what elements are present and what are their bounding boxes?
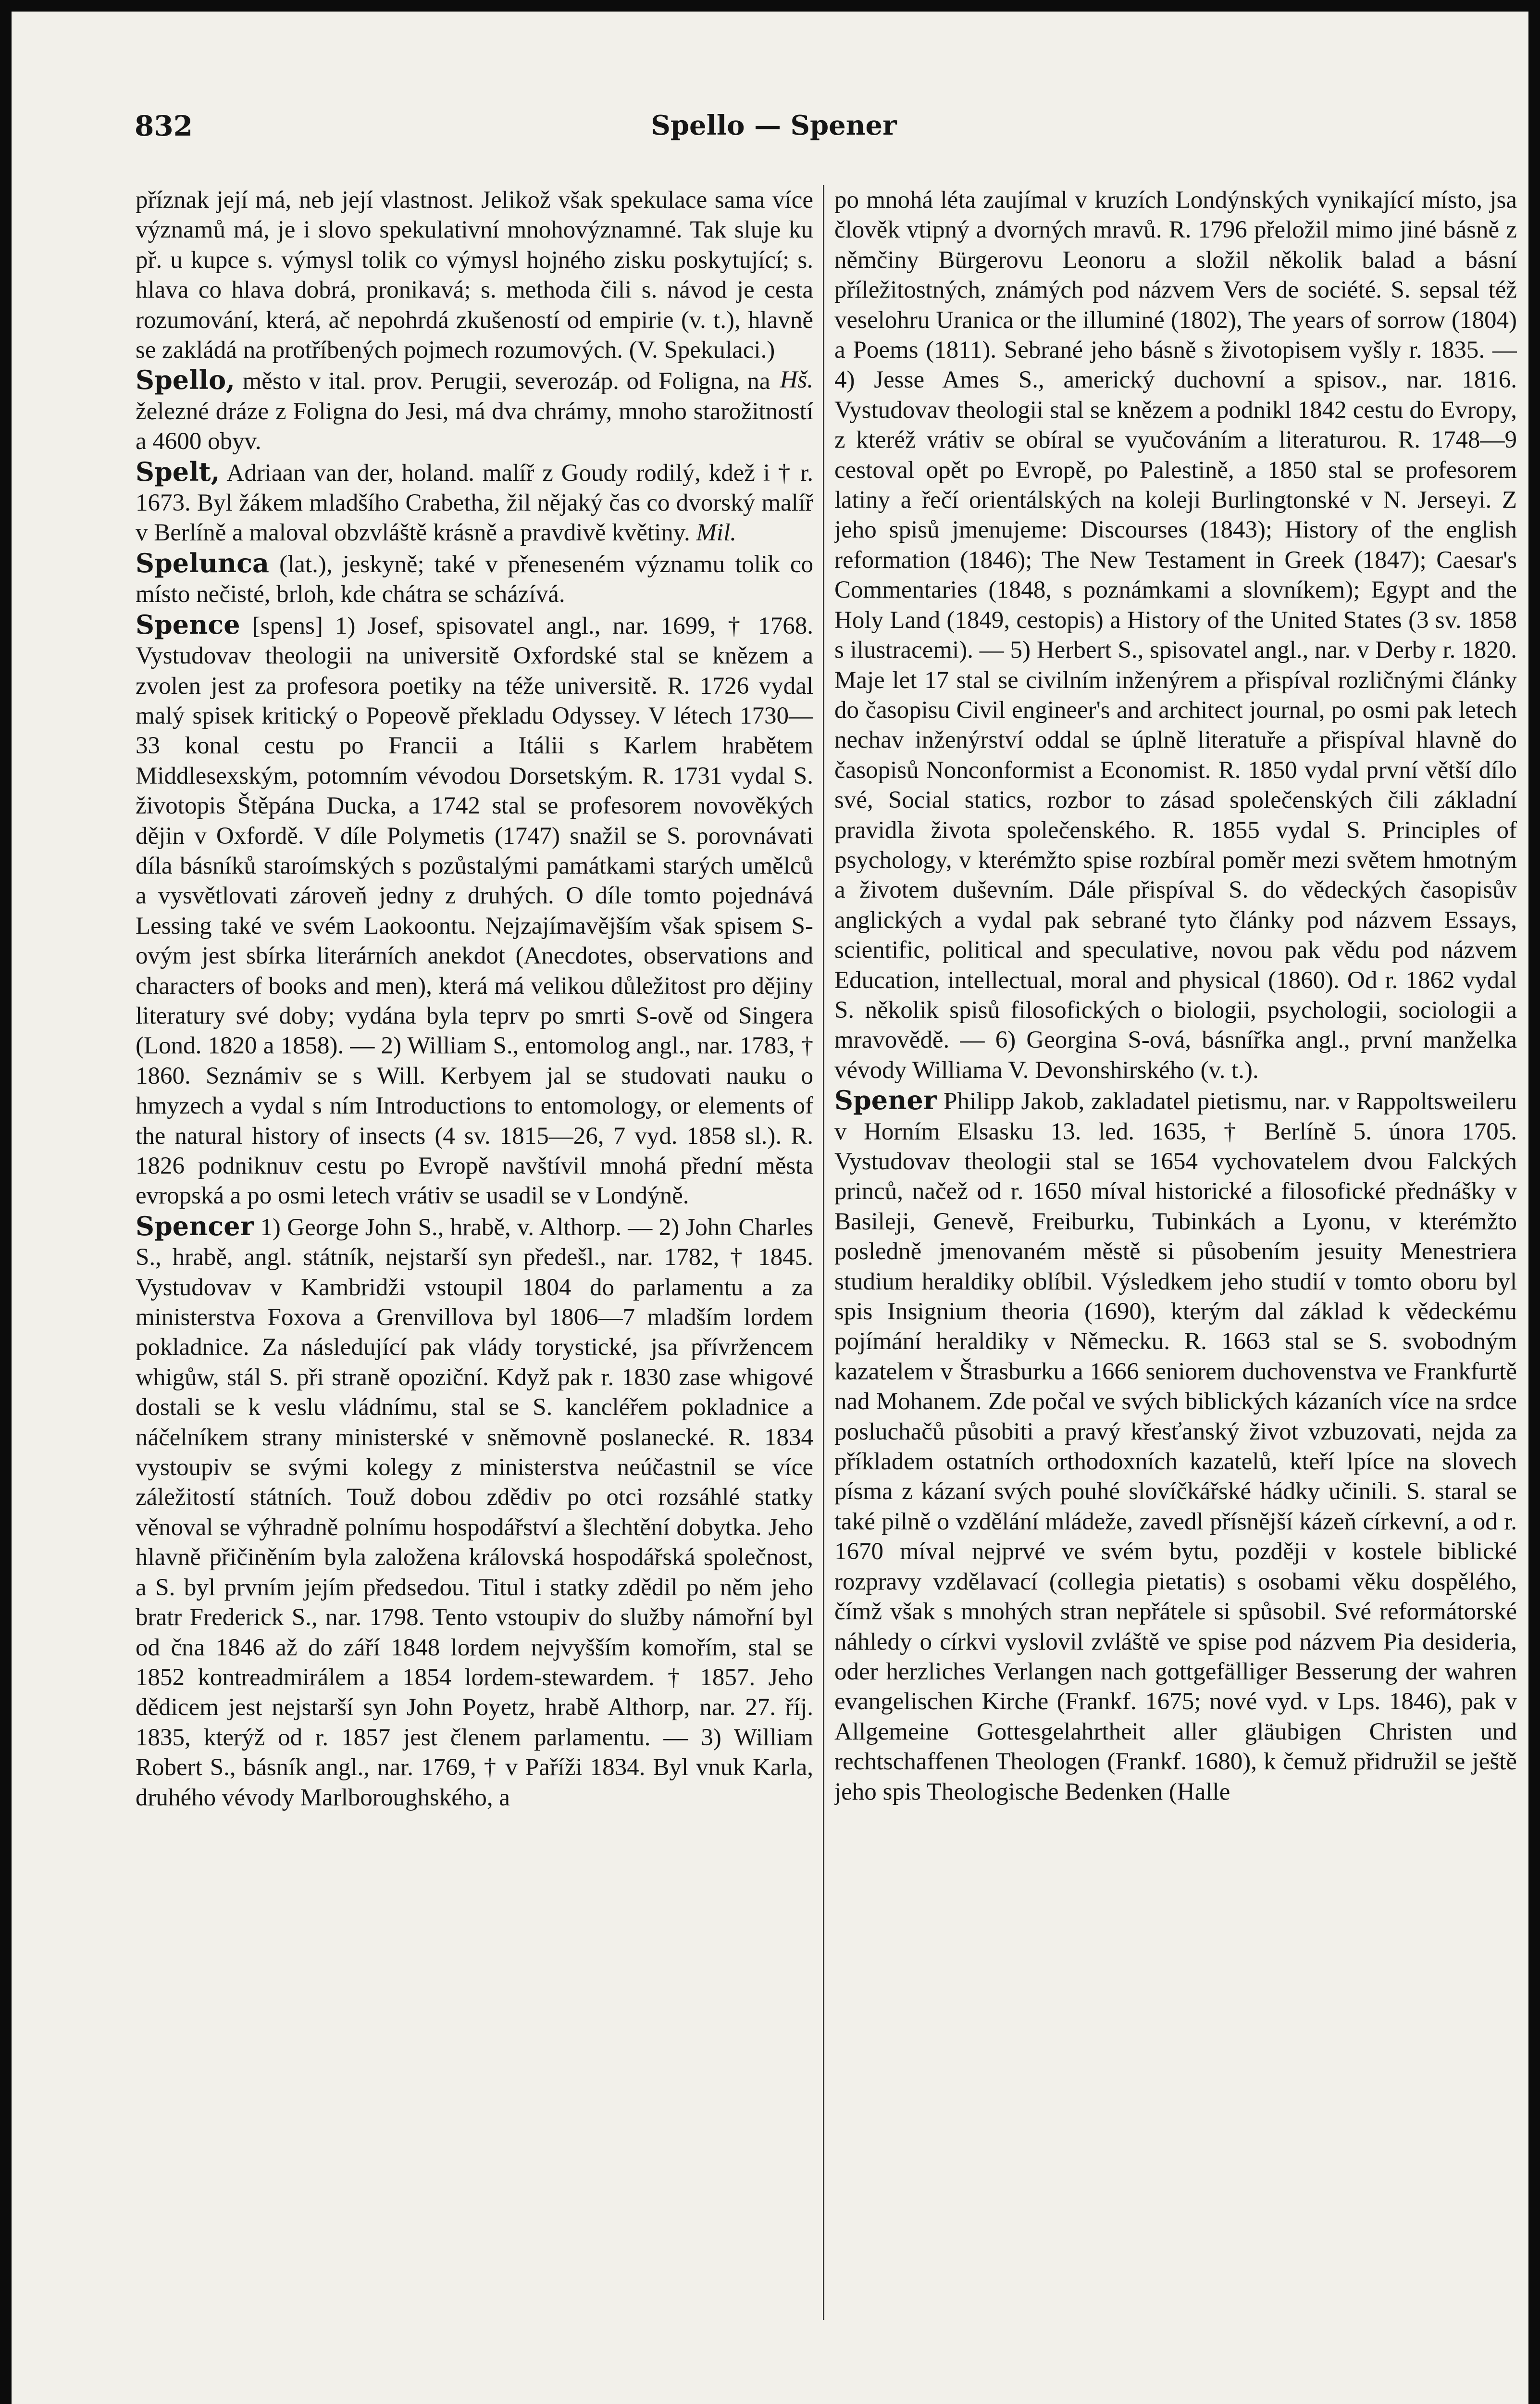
entry-spener	[834, 1085, 1517, 1807]
entry-spelunca	[136, 548, 813, 610]
entry-text: město v ital. prov. Perugii, severozáp. od Foligna, na železné dráze z Foligna do Jesi, má dva chrámy, mnoho starožitností a 4600 obyv.	[136, 368, 813, 455]
entry-text: 1) George John S., hrabě, v. Althorp. — 2) John Charles S., hrabě, angl. státník, nejstarší syn předešl., nar. 1782, † 1845. Vystudovav v Kambridži vstoupil 1804 do parlamentu a za ministerstva Foxova a Grenvillova byl 1806—7 mladším lordem pokladnice. Za následující pak vlády torystické, jsa přívržencem whigůw, stál S. při straně opoziční. Když pak r. 1830 zase whigové dostali se k veslu vládnímu, stal se S. kancléřem pokladnice a náčelníkem strany ministerské v sněmovně poslanecké. R. 1834 vystoupiv se svými kolegy z ministerstva neúčastnil se více záležitostí státních. Touž dobou zdědiv po otci rozsáhlé statky věnoval se výhradně polnímu hospodářství a šlechtění dobytka. Jeho hlavně přičiněním byla založena královská hospodářská společnost, a S. byl prvním jejím předsedou. Titul i statky zdědil po něm jeho bratr Frederick S., nar. 1798. Tento vstoupiv do služby námořní byl od čna 1846 až do září 1848 lordem nejvyšším komořím, stal se 1852 kontreadmirálem a 1854 lordem-stewardem. † 1857. Jeho dědicem jest nejstarší syn John Poyetz, hrabě Althorp, nar. 27. říj. 1835, kterýž od r. 1857 jest členem parlamentu. — 3) William Robert S., básník angl., nar. 1769, † v Paříži 1834. Byl vnuk Karla, druhého vévody Marlboroughského, a	[136, 1214, 813, 1811]
headword: Spencer	[136, 1210, 254, 1241]
left-column	[136, 185, 813, 2320]
entry-spence	[136, 610, 813, 1211]
entry-text: (lat.), jeskyně; také v přeneseném významu tolik co místo nečisté, brloh, kde chátra se scházívá.	[136, 551, 813, 608]
entry-spencer	[136, 1211, 813, 1813]
entry-text: příznak její má, neb její vlastnost. Jelikož však spekulace sama více významů má, je i slovo spekulativní mnohovýznamné. Tak sluje ku př. u kupce s. výmysl tolik co výmysl hojného zisku poskytující; s. hlava co hlava dobrá, pronikavá; s. methoda čili s. návod je cesta rozumování, která, ač nepohrdá zkušeností od empirie (v. t.), hlavně se zakládá na protříbených pojmech rozumových. (V. Spekulaci.)	[136, 187, 813, 364]
headword: Spelt,	[136, 456, 220, 487]
headword: Spence	[136, 609, 240, 640]
entry-spencer-continued	[834, 185, 1517, 1085]
headword: Spener	[834, 1085, 937, 1116]
running-head: Spello — Spener	[651, 110, 897, 141]
headword: Spello,	[136, 364, 235, 396]
entry-text: Adriaan van der, holand. malíř z Goudy rodilý, kdež i † r. 1673. Byl žákem mladšího Crabetha, žil nějaký čas co dvorský malíř v Berlíně a maloval obzvláště krásně a pravdivě květiny.	[136, 459, 813, 547]
column-divider	[823, 185, 824, 2320]
entry-text: [spens] 1) Josef, spisovatel angl., nar. 1699, † 1768. Vystudovav theologii na universitě Oxfordské stal se knězem a zvolen jest za profesora poetiky na téže universitě. R. 1726 vydal malý spisek kritický o Popeově překladu Odyssey. V létech 1730—33 konal cestu po Francii a Itálii s Karlem hrabětem Middlesexským, potomním vévodou Dorsetským. R. 1731 vydal S. životopis Štěpána Ducka, a 1742 stal se profesorem novověkých dějin v Oxfordě. V díle Polymetis (1747) snažil se S. porovnávati díla básníků staroímských s pozůstalými památkami starých umělců a vysvětlovati zároveň jedny z druhých. O díle tomto pojednává Lessing také ve svém Laokoontu. Nejzajímavějším však spisem S-ovým jest sbírka literárních anekdot (Anecdotes, observations and characters of books and men), která má velikou důležitost pro dějiny literatury své doby; vydána byla teprv po smrti S-ově od Singera (Lond. 1820 a 1858). — 2) William S., entomolog angl., nar. 1783, † 1860. Seznámiv se s Will. Kerbyem jal se studovati nauku o hmyzech a vydal s ním Introductions to entomology, or elements of the natural history of insects (4 sv. 1815—26, 7 vyd. 1858 sl.). R. 1826 podniknuv cestu po Evropě navštívil mnohá přední města evropská a po osmi letech vrátiv se usadil se v Londýně.	[136, 612, 813, 1210]
headword: Spelunca	[136, 547, 270, 578]
entry-text: Philipp Jakob, zakladatel pietismu, nar. v Rappoltsweileru v Horním Elsasku 13. led. 1635, † Berlíně 5. února 1705. Vystudovav theologii stal se 1654 vychovatelem dvou Falckých princů, načež od r. 1650 míval historické a filosofické přednášky v Basileji, Genevě, Freiburku, Tubinkách a Lyonu, v kterémžto posledně jmenovaném městě si působením jesuity Menestriera studium heraldiky oblíbil. Výsledkem jeho studií v tomto oboru byl spis Insignium theoria (1690), kterým dal základ k vědeckému pojímání heraldiky v Německu. R. 1663 stal se S. svobodným kazatelem v Štrasburku a 1666 seniorem duchovenstva ve Frankfurtě nad Mohanem. Zde počal ve svých biblických kázaních více na srdce posluchačů působiti a pravý křesťanský život vzbuzovati, nejda za příkladem ostatních orthodoxních kazatelů, kteří lpíce na slovech písma z kázaní svých pouhé slovíčkářské hádky učinili. S. staral se také pilně o vzdělání mládeže, zavedl přísnější kázeň církevní, a od r. 1670 míval nejprvé ve svém bytu, později v kostele biblické rozpravy vzdělavací (collegia pietatis) s osobami věku dospělého, čímž však s mnohých stran nepřátele si spůsobil. Své reformátorské náhledy o církvi vyslovil zvláště ve spise pod názvem Pia desideria, oder herzliches Verlangen nach gottgefälliger Besserung der wahren evangelischen Kirche (Frankf. 1675; nové vyd. v Lps. 1846), pak v Allgemeine Gottesgelahrtheit aller gläubigen Christen und rechtschaffenen Theologen (Frankf. 1680), k čemuž přidružil se ještě jeho spis Theologische Bedenken (Halle	[834, 1088, 1517, 1805]
right-column	[834, 185, 1517, 2320]
entry-spello	[136, 365, 813, 456]
page-header	[135, 110, 1413, 148]
entry-text: po mnohá léta zaujímal v kruzích Londýnských vynikající místo, jsa člověk vtipný a dvorných mravů. R. 1796 přeložil mimo jiné básně z němčiny Bürgerovu Leonoru a složil několik balad a básní příležitostných, známých pod názvem Vers de société. S. sepsal též veselohru Uranica or the illuminé (1802), The years of sorrow (1804) a Poems (1811). Sebrané jeho básně s životopisem vyšly r. 1835. — 4) Jesse Ames S., americký duchovní a spisov., nar. 1816. Vystudovav theologii stal se knězem a podnikl 1842 cestu do Evropy, z kteréž vrátiv se obíral se vyučováním a literaturou. R. 1748—9 cestoval opět po Evropě, po Palestině, a 1850 stal se profesorem latiny a řečí orientálských na koleji Burlingtonské v N. Jerseyi. Z jeho spisů jmenujeme: Discourses (1843); History of the english reformation (1846); The New Testament in Greek (1847); Caesar's Commentaries (1848, s poznámkami a slovníkem); Egypt and the Holy Land (1849, cestopis) a History of the United States (3 sv. 1858 s ilustracemi). — 5) Herbert S., spisovatel angl., nar. v Derby r. 1820. Maje let 17 stal se civilním inženýrem a přispíval rozličnými články do časopisu Civil engineer's and architect journal, po osmi pak letech nechav inženýrství oddal se úplně literatuře a přispíval hlavně do časopisů Nonconformist a Economist. R. 1850 vydal první větší dílo své, Social statics, rozbor to zásad společenských čili základní pravidla života společenského. R. 1855 vydal S. Principles of psychology, v kterémžto spise rozbíral poměr mezi světem hmotným a životem duševním. Dále přispíval S. do vědeckých časopisův anglických a vydal pak sebrané tyto články pod názvem Essays, scientific, political and speculative, novou pak vědu pod názvem Education, intellectual, moral and physical (1860). Od r. 1862 vydal S. několik spisů filosofických o biologii, psychologii, sociologii a mravovědě. — 6) Georgina S-ová, básnířka angl., první manželka vévody Williama V. Devonshirského (v. t.).	[834, 187, 1517, 1084]
author-signature: Mil.	[696, 519, 737, 547]
entry-spelt	[136, 457, 813, 548]
page-number: 832	[135, 110, 193, 142]
author-signature: Hš.	[780, 366, 813, 394]
